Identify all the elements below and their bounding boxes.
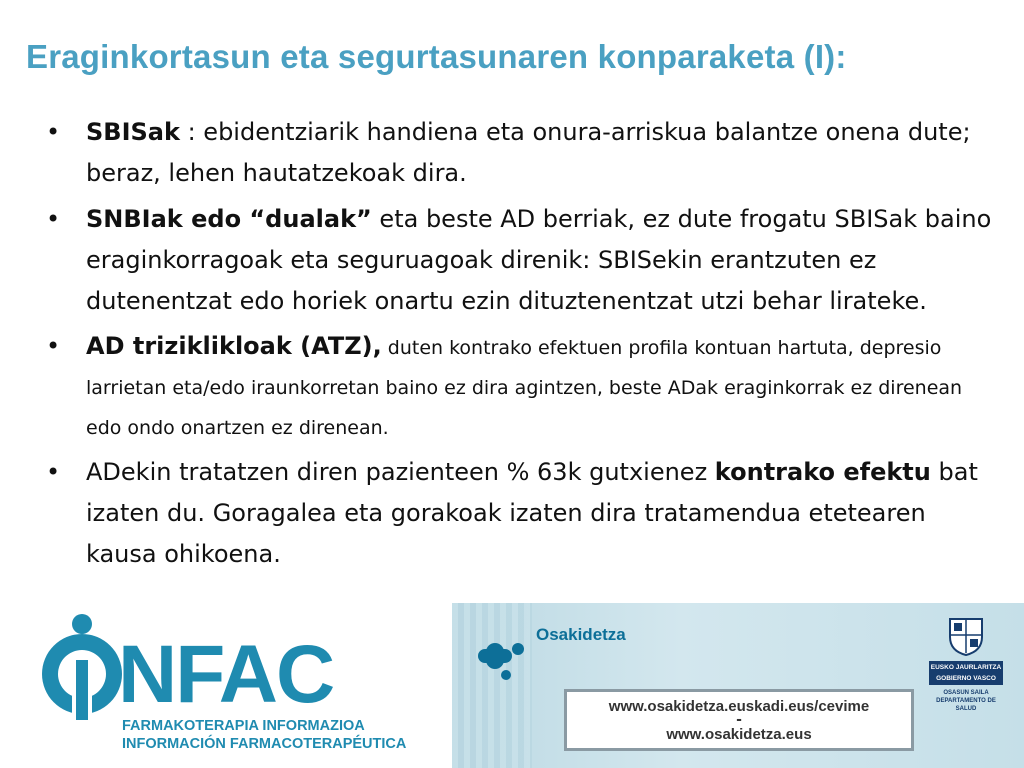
gov-sub1: OSASUN SAILA xyxy=(943,690,989,696)
bullet-marker: • xyxy=(46,118,61,146)
bullet-item xyxy=(44,327,994,447)
infac-subtitle-es: INFORMACIÓN FARMACOTERAPÉUTICA xyxy=(122,736,407,752)
infac-subtitle-eu: FARMAKOTERAPIA INFORMAZIOA xyxy=(122,718,365,734)
bullet-marker: • xyxy=(46,458,61,486)
bullet-text: duten kontrako efektuen profila kontuan hartuta, depresio larrietan eta/edo iraunkorretan baino ez dira agintzen, beste ADak eraginkorrak ez direnean edo ondo onartzen ez direnean. xyxy=(86,337,963,439)
bullet-term: kontrako efektu xyxy=(714,458,931,486)
bullet-marker: • xyxy=(46,205,61,233)
gov-department xyxy=(926,689,1006,713)
osakidetza-logo-icon xyxy=(472,625,532,685)
bullet-term: SNBIak edo “dualak” xyxy=(86,205,372,233)
bullet-term: SBISak xyxy=(86,118,180,146)
osakidetza-name: Osakidetza xyxy=(536,625,626,644)
bullet-marker: • xyxy=(46,332,61,360)
crest-icon xyxy=(944,613,988,657)
gov-sub2: DEPARTAMENTO DE SALUD xyxy=(936,698,996,712)
bullet-item xyxy=(44,112,994,194)
bullet-text: eta beste AD berriak, ez dute frogatu SBISak baino eraginkorragoak eta seguruagoak direnik: SBISekin erantzuten ez dutenentzat edo horiek onartu ezin dituztenentzat utzi behar lirateke. xyxy=(86,205,992,315)
slide-title: Eraginkortasun eta segurtasunaren konparaketa (I): xyxy=(26,38,847,75)
bullet-text: ADekin tratatzen diren pazienteen % 63k gutxienez xyxy=(86,458,715,486)
url-osakidetza[interactable]: www.osakidetza.eus xyxy=(666,726,812,743)
url-cevime[interactable]: www.osakidetza.euskadi.eus/cevime xyxy=(608,698,870,715)
gobierno-vasco-logo xyxy=(926,613,1006,713)
bullet-item xyxy=(44,199,994,322)
infac-i-icon xyxy=(42,612,122,732)
bullet-list xyxy=(44,112,994,580)
bullet-term: AD triziklikloak (ATZ), xyxy=(86,332,382,360)
bullet-text: : ebidentziarik handiena eta onura-arriskua balantze onena dute; beraz, lehen hautatzekoak dira. xyxy=(86,118,971,187)
bullet-item xyxy=(44,452,994,575)
gov-line1: EUSKO JAURLARITZA xyxy=(930,664,1002,671)
infac-wordmark: NFAC xyxy=(118,629,334,720)
bullet-text: bat izaten du. Goragalea eta gorakoak izaten dira tratamendua etetearen kausa ohikoena. xyxy=(86,458,978,568)
url-separator: - xyxy=(736,712,742,728)
gov-plate xyxy=(929,661,1003,685)
gov-line2: GOBIERNO VASCO xyxy=(936,675,996,682)
url-box xyxy=(564,689,914,751)
infac-logo xyxy=(42,612,422,762)
footer-banner xyxy=(452,603,1024,768)
